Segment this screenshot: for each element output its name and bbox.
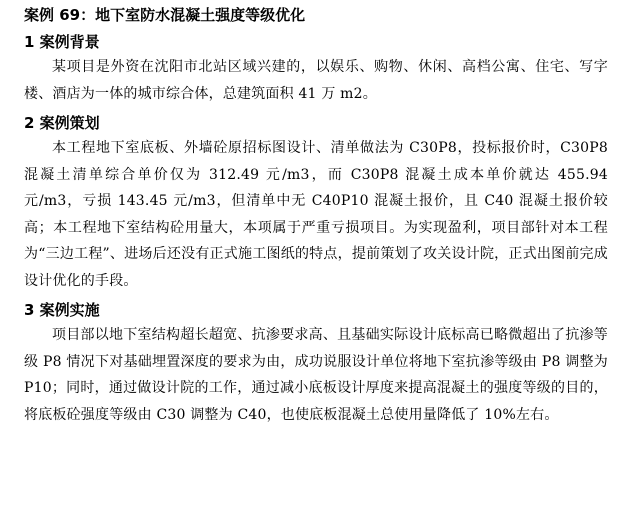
section-heading: 2 案例策划 [24, 114, 100, 132]
section-paragraph: 本工程地下室底板、外墙砼原招标图设计、清单做法为 C30P8，投标报价时，C30P8 混凝土清单综合单价仅为 312.49 元/m3，而 C30P8 混凝土成本单价就达 455.94 元/m3，亏损 143.45 元/m3，但清单中无 C40P10 混凝土报价，且 C40 混凝土报价较高；本工程地下室结构砼用量大，本项属于严重亏损项目。为实现盈利，项目部针对本工程为“三边工程”、进场后还没有正式施工图纸的特点，提前策划了攻关设计院，正式出图前完成设计优化的手段。 [24, 140, 608, 289]
section-implementation [24, 298, 608, 428]
section-heading: 1 案例背景 [24, 33, 100, 51]
section-planning [24, 111, 608, 294]
section-paragraph: 项目部以地下室结构超长超宽、抗渗要求高、且基础实际设计底标高已略微超出了抗渗等级 P8 情况下对基础埋置深度的要求为由，成功说服设计单位将地下室抗渗等级由 P8 调整为 P10；同时，通过做设计院的工作，通过减小底板设计厚度来提高混凝土的强度等级的目的，将底板砼强度等级由 C30 调整为 C40，也使底板混凝土总使用量降低了 10%左右。 [24, 327, 608, 423]
section-heading: 3 案例实施 [24, 301, 100, 319]
document-title: 案例 69：地下室防水混凝土强度等级优化 [24, 6, 306, 24]
section-paragraph: 某项目是外资在沈阳市北站区域兴建的，以娱乐、购物、休闲、高档公寓、住宅、写字楼、酒店为一体的城市综合体，总建筑面积 41 万 m2。 [24, 59, 608, 102]
section-background [24, 30, 608, 107]
